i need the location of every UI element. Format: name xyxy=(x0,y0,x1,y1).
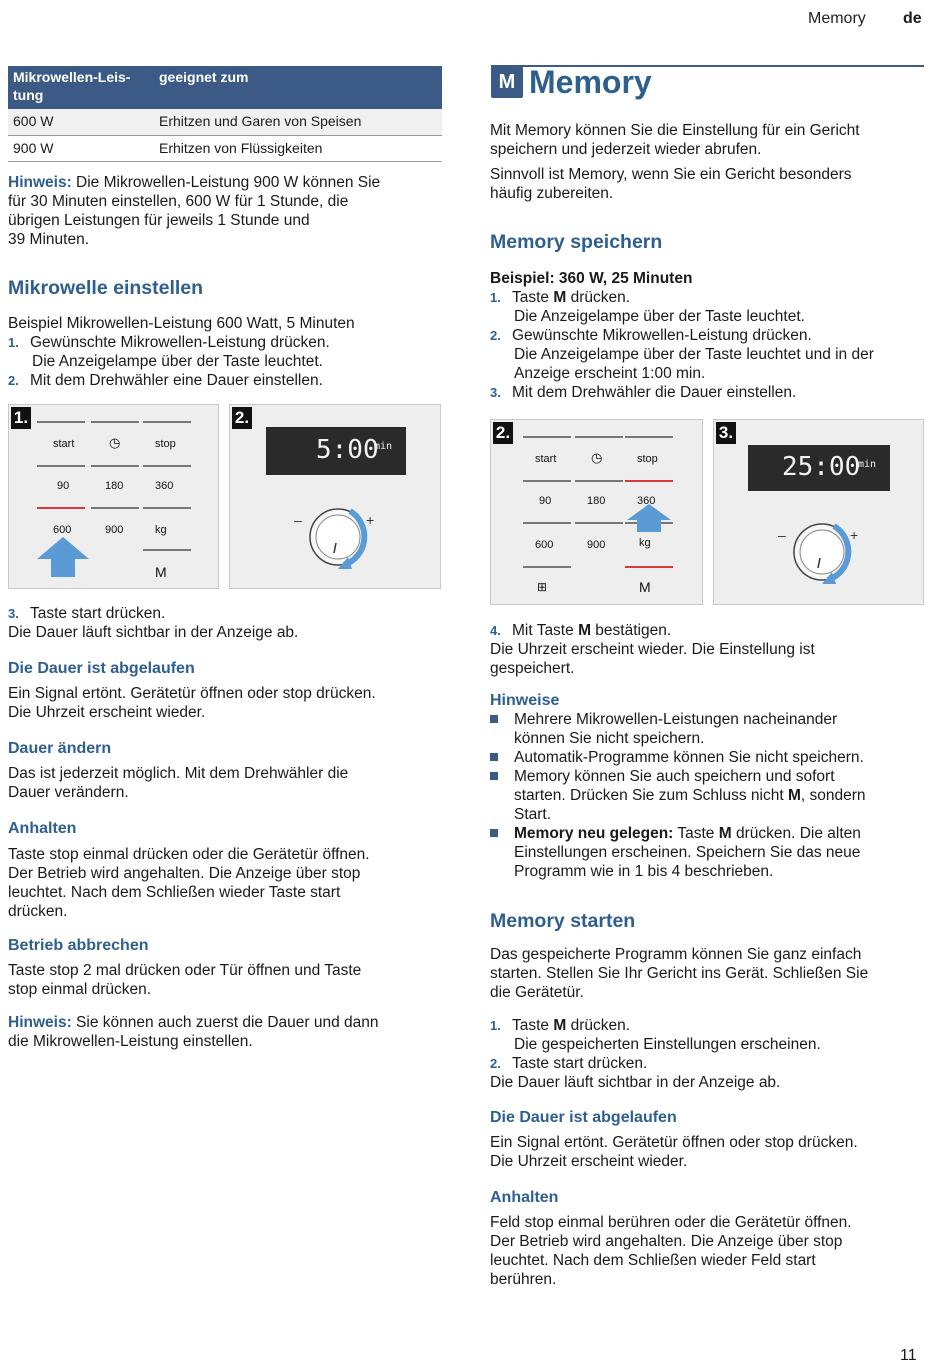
clock-icon: ◷ xyxy=(591,450,603,465)
memory-key-label: M xyxy=(155,564,167,580)
memory-key-label: M xyxy=(639,579,651,595)
page-title: Memory xyxy=(529,64,652,100)
power-180: 180 xyxy=(587,495,606,507)
display-panel xyxy=(266,427,406,475)
heading-pause-2: Anhalten xyxy=(490,1189,559,1206)
power-90: 90 xyxy=(57,480,70,492)
table-cell: Erhitzen von Flüssigkeiten xyxy=(154,135,442,161)
hint-block-1: Hinweis: Die Mikrowellen-Leistung 900 W können Sie für 30 Minuten einstellen, 600 W für 1 Stunde, die übrigen Leistungen für jeweils 1 Stunde und 39 Minuten. xyxy=(8,174,381,248)
child-lock-icon: ⊞ xyxy=(537,580,548,594)
figure-number: 3. xyxy=(716,422,736,444)
header-language: de xyxy=(903,10,922,27)
memory-m-icon: M xyxy=(491,66,523,98)
hint-block-2: Hinweis: Sie können auch zuerst die Dauer und dann die Mikrowellen-Leistung einstellen. xyxy=(8,1014,379,1050)
svg-text:–: – xyxy=(294,512,302,528)
steps-start: 1. Taste M drücken. Die gespeicherten Einstellungen erscheinen. 2. Taste start drücken. Die Dauer läuft sichtbar in der Anzeige ab. xyxy=(490,1017,821,1091)
power-180: 180 xyxy=(105,480,124,492)
clock-icon: ◷ xyxy=(109,435,121,450)
table-header-use: geeignet zum xyxy=(154,66,442,109)
power-360: 360 xyxy=(155,480,174,492)
steps-save: Beispiel: 360 W, 25 Minuten 1. Taste M drücken. Die Anzeigelampe über der Taste leuchtet. 2. Gewünschte Mikrowellen-Leistung drücken. Die Anzeigelampe über der Taste leuchtet und in der Anzeige erscheint 1:00 min. 3. Mit dem Drehwähler die Dauer einstellen. xyxy=(490,270,874,401)
figure-control-panel-2 xyxy=(490,419,703,605)
heading-pause: Anhalten xyxy=(8,820,77,837)
heading-memory-save: Memory speichern xyxy=(490,231,663,253)
heading-duration-expired: Die Dauer ist abgelaufen xyxy=(8,660,195,677)
list-item: Automatik-Programme können Sie nicht speichern. xyxy=(490,748,930,767)
table-cell: 600 W xyxy=(8,109,154,135)
text-memory-start: Das gespeicherte Programm können Sie ganz einfach starten. Stellen Sie Ihr Gericht ins Gerät. Schließen Sie die Gerätetür. xyxy=(490,946,869,1001)
heading-hints: Hinweise xyxy=(490,692,560,709)
text-duration-expired: Ein Signal ertönt. Gerätetür öffnen oder stop drücken. Die Uhrzeit erscheint wieder. xyxy=(8,685,376,721)
figure-display-dial-1 xyxy=(229,404,441,589)
figure-number: 2. xyxy=(232,407,252,429)
display-unit: min xyxy=(858,459,877,470)
power-90: 90 xyxy=(539,495,552,507)
power-900: 900 xyxy=(105,524,124,536)
display-time: 25:00 xyxy=(782,452,861,482)
stop-label: stop xyxy=(155,438,176,450)
rotary-dial-icon xyxy=(292,495,384,575)
display-panel xyxy=(748,445,890,491)
svg-text:+: + xyxy=(366,512,375,528)
table-header-power: Mikrowellen-Leis- tung xyxy=(8,66,154,109)
table-row xyxy=(8,109,442,135)
list-item: Memory können Sie auch speichern und sofort xyxy=(490,767,930,786)
press-arrow-icon xyxy=(625,502,673,532)
header-section: Memory xyxy=(808,10,866,27)
list-item: Memory neu gelegen: Taste M drücken. Die alten xyxy=(490,824,930,843)
hints-list: Mehrere Mikrowellen-Leistungen nacheinander können Sie nicht speichern. Automatik-Programme können Sie nicht speichern. Memory können Sie auch speichern und sofort starten. Drücken Sie zum Schluss nicht M, sondern Start. Memory neu gelegen: Taste M drücken. Die alten Einstellungen erscheinen. Speichern Sie das neue Programm wie in 1 bis 4 beschrieben. xyxy=(490,710,930,881)
power-table xyxy=(8,66,442,162)
page-number: 11 xyxy=(900,1347,917,1364)
press-arrow-icon xyxy=(35,535,91,579)
table-cell: Erhitzen und Garen von Speisen xyxy=(154,109,442,135)
rotary-dial-icon xyxy=(776,510,868,590)
steps-set: Beispiel Mikrowellen-Leistung 600 Watt, 5 Minuten 1. Gewünschte Mikrowellen-Leistung drücken. Die Anzeigelampe über der Taste leuchtet. 2. Mit dem Drehwähler eine Dauer einstellen. xyxy=(8,315,355,389)
figure-number: 1. xyxy=(11,407,31,429)
svg-text:+: + xyxy=(850,527,859,543)
display-time: 5:00 xyxy=(316,435,379,465)
stop-label: stop xyxy=(637,453,658,465)
kg-label: kg xyxy=(155,524,167,536)
kg-label: kg xyxy=(639,537,651,549)
power-900: 900 xyxy=(587,539,606,551)
power-600: 600 xyxy=(535,539,554,551)
heading-memory-start: Memory starten xyxy=(490,910,636,932)
power-600: 600 xyxy=(53,524,72,536)
figure-number: 2. xyxy=(493,422,513,444)
start-label: start xyxy=(53,438,75,450)
memory-intro: Mit Memory können Sie die Einstellung für ein Gericht speichern und jederzeit wieder abrufen. Sinnvoll ist Memory, wenn Sie ein Gericht besonders häufig zubereiten. xyxy=(490,122,860,202)
text-cancel: Taste stop 2 mal drücken oder Tür öffnen und Taste stop einmal drücken. xyxy=(8,962,362,998)
list-item: Mehrere Mikrowellen-Leistungen nacheinander xyxy=(490,710,930,729)
step-start: 3. Taste start drücken. Die Dauer läuft sichtbar in der Anzeige ab. xyxy=(8,605,299,641)
display-unit: min xyxy=(374,441,393,452)
text-pause: Taste stop einmal drücken oder die Gerätetür öffnen. Der Betrieb wird angehalten. Die Anzeige über stop leuchtet. Nach dem Schließen wieder Taste start drücken. xyxy=(8,846,370,920)
heading-set-microwave: Mikrowelle einstellen xyxy=(8,277,204,299)
text-duration-expired-2: Ein Signal ertönt. Gerätetür öffnen oder stop drücken. Die Uhrzeit erscheint wieder. xyxy=(490,1134,858,1170)
text-pause-2: Feld stop einmal berühren oder die Gerätetür öffnen. Der Betrieb wird angehalten. Die Anzeige über stop leuchtet. Nach dem Schließen wieder Feld start berühren. xyxy=(490,1214,852,1288)
table-cell: 900 W xyxy=(8,135,154,161)
heading-change-duration: Dauer ändern xyxy=(8,740,112,757)
svg-text:–: – xyxy=(778,527,786,543)
power-360: 360 xyxy=(637,495,656,507)
start-label: start xyxy=(535,453,557,465)
text-change-duration: Das ist jederzeit möglich. Mit dem Drehwähler die Dauer verändern. xyxy=(8,765,349,801)
figure-control-panel-1 xyxy=(8,404,219,589)
step-confirm: 4. Mit Taste M bestätigen. Die Uhrzeit erscheint wieder. Die Einstellung ist gespeichert. xyxy=(490,622,815,677)
figure-display-dial-2 xyxy=(713,419,924,605)
table-row xyxy=(8,135,442,161)
heading-cancel: Betrieb abbrechen xyxy=(8,937,149,954)
heading-duration-expired-2: Die Dauer ist abgelaufen xyxy=(490,1109,677,1126)
